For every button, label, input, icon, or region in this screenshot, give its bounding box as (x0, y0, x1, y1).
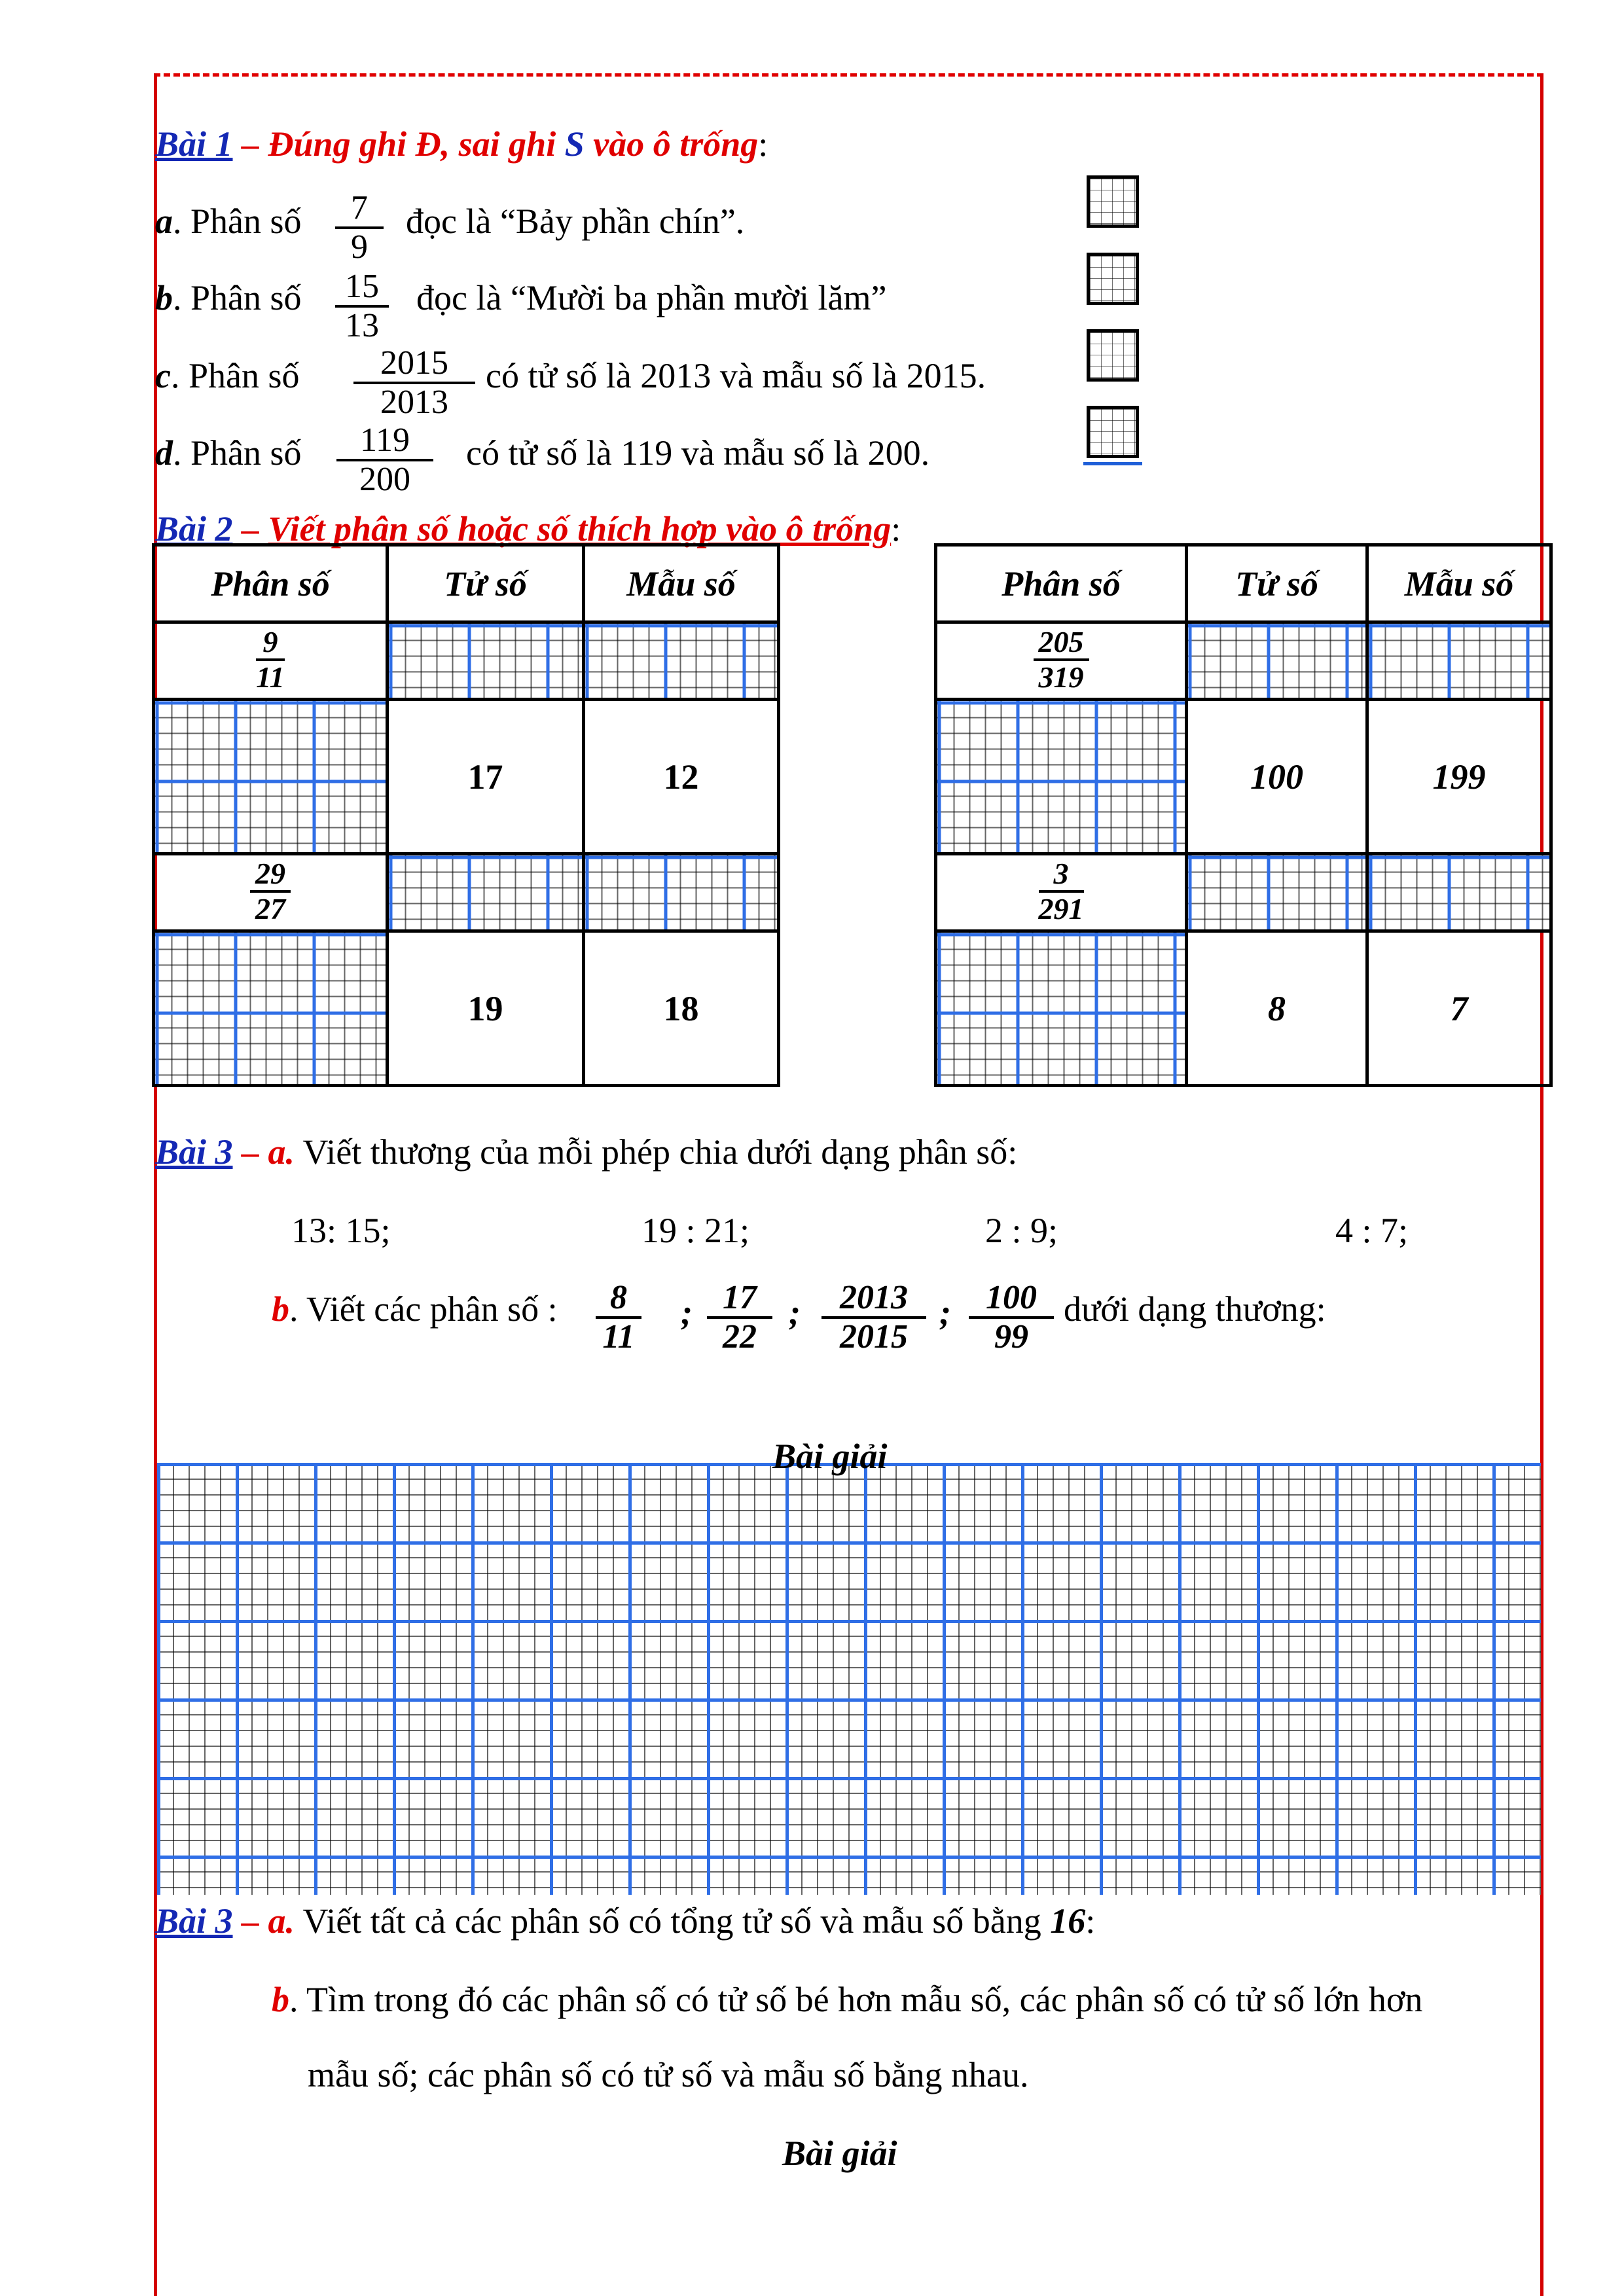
answer-cell-mau-so[interactable] (1367, 854, 1551, 931)
bai1-item-c: c. Phân số (155, 356, 300, 395)
answer-cell-mau-so[interactable] (584, 854, 779, 931)
bai3b-part-b-line1: b. Tìm trong đó các phân số có tử số bé hơn mẫu số, các phân số có tử số lớn hơn (272, 1980, 1423, 2019)
bai1-fraction-c: $\frac{2015}{2013}$ (353, 345, 475, 421)
fraction-17-22: $\frac{17}{22}$ (707, 1280, 772, 1355)
bai3b-heading: Bài 3 – a. Viết tất cả các phân số có tổng tử số và mẫu số bằng 16: (155, 1901, 1096, 1941)
page-frame-left (154, 73, 157, 2296)
fraction-cell: $\frac{3}{291}$ (936, 854, 1187, 931)
header-phan-so: Phân số (936, 545, 1187, 622)
bai1-item-c-text: có tử số là 2013 và mẫu số là 2015. (486, 356, 986, 395)
bai1-heading: Bài 1 – Đúng ghi Đ, sai ghi S vào ô trống: (155, 124, 768, 164)
mau-so-value: 199 (1367, 700, 1551, 854)
bai1-item-b-text: đọc là “Mười ba phần mười lăm” (416, 278, 887, 317)
bai2-heading: Bài 2 – Viết phân số hoặc số thích hợp vào ô trống: (155, 509, 901, 548)
header-mau-so: Mẫu số (1367, 545, 1551, 622)
fraction-100-99: $\frac{100}{99}$ (969, 1280, 1054, 1355)
division-2: 19 : 21; (641, 1211, 750, 1250)
bai3a-part-b: b. Viết các phân số : (272, 1289, 558, 1329)
answer-cell-mau-so[interactable] (1367, 622, 1551, 700)
solution-title-1: Bài giải (772, 1437, 888, 1476)
answer-cell-phan-so[interactable] (936, 700, 1187, 854)
tu-so-value: 19 (388, 931, 584, 1086)
division-1: 13: 15; (291, 1211, 391, 1250)
fraction-cell: $\frac{205}{319}$ (936, 622, 1187, 700)
fraction-8-11: $\frac{8}{11}$ (596, 1280, 641, 1355)
solution-title-2: Bài giải (782, 2134, 897, 2173)
division-3: 2 : 9; (985, 1211, 1058, 1250)
answer-box-d-underline (1083, 462, 1142, 465)
answer-cell-tu-so[interactable] (388, 622, 584, 700)
tu-so-value: 8 (1187, 931, 1367, 1086)
bai1-item-a-text: đọc là “Bảy phần chín”. (406, 202, 745, 241)
writing-grid[interactable] (157, 1463, 1541, 1895)
header-phan-so: Phân số (154, 545, 388, 622)
fraction-cell: $\frac{9}{11}$ (154, 622, 388, 700)
mau-so-value: 18 (584, 931, 779, 1086)
answer-box-b[interactable] (1087, 253, 1139, 305)
bai3a-heading: Bài 3 – a. Viết thương của mỗi phép chia dưới dạng phân số: (155, 1132, 1018, 1172)
bai1-item-b: b. Phân số (155, 278, 302, 317)
bai3b-part-b-line2: mẫu số; các phân số có tử số và mẫu số bằng nhau. (308, 2055, 1029, 2094)
page-frame-right (1540, 73, 1543, 2296)
bai1-fraction-d: $\frac{119}{200}$ (336, 422, 433, 498)
bai1-item-d-text: có tử số là 119 và mẫu số là 200. (466, 433, 930, 473)
mau-so-value: 7 (1367, 931, 1551, 1086)
answer-cell-phan-so[interactable] (154, 931, 388, 1086)
bai2-right-table (934, 543, 1553, 1087)
page-frame-top (154, 73, 1543, 77)
answer-cell-tu-so[interactable] (388, 854, 584, 931)
bai3a-title: Bài 3 (155, 1132, 233, 1172)
bai2-title: Bài 2 (155, 509, 233, 548)
answer-cell-tu-so[interactable] (1187, 854, 1367, 931)
bai2-left-table (152, 543, 780, 1087)
fraction-2013-2015: $\frac{2013}{2015}$ (821, 1280, 926, 1355)
header-tu-so: Tử số (1187, 545, 1367, 622)
mau-so-value: 12 (584, 700, 779, 854)
tu-so-value: 17 (388, 700, 584, 854)
tu-so-value: 100 (1187, 700, 1367, 854)
separator: ; (789, 1293, 801, 1332)
answer-box-d[interactable] (1087, 406, 1139, 458)
bai3b-title: Bài 3 (155, 1901, 233, 1941)
bai1-title: Bài 1 (155, 124, 233, 164)
header-mau-so: Mẫu số (584, 545, 779, 622)
bai3a-part-b-suffix: dưới dạng thương: (1064, 1289, 1326, 1329)
answer-cell-mau-so[interactable] (584, 622, 779, 700)
fraction-cell: $\frac{29}{27}$ (154, 854, 388, 931)
division-4: 4 : 7; (1335, 1211, 1409, 1250)
bai1-item-a: a. Phân số (155, 202, 302, 241)
bai1-item-d: d. Phân số (155, 433, 302, 473)
answer-cell-phan-so[interactable] (154, 700, 388, 854)
answer-cell-phan-so[interactable] (936, 931, 1187, 1086)
header-tu-so: Tử số (388, 545, 584, 622)
answer-box-a[interactable] (1087, 175, 1139, 228)
separator: ; (939, 1293, 951, 1332)
answer-box-c[interactable] (1087, 329, 1139, 382)
answer-cell-tu-so[interactable] (1187, 622, 1367, 700)
separator: ; (681, 1293, 693, 1332)
bai1-fraction-a: $\frac{7}{9}$ (335, 190, 384, 266)
bai1-fraction-b: $\frac{15}{13}$ (335, 268, 389, 344)
